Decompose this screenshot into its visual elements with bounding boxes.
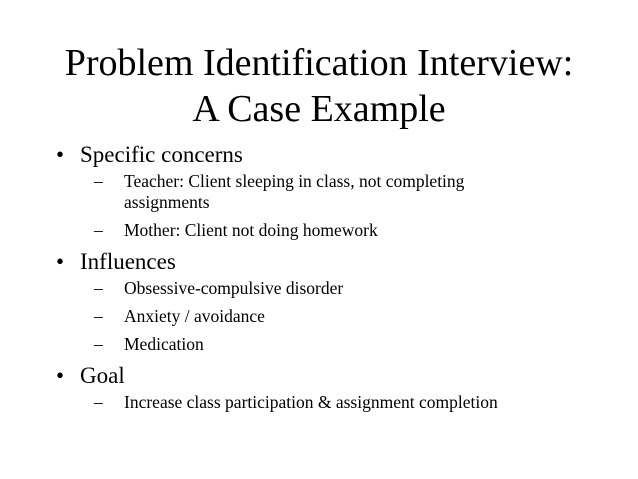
sub-item bbox=[80, 278, 616, 299]
dash-icon: – bbox=[94, 171, 103, 191]
sub-item-text: Anxiety / avoidance bbox=[124, 306, 265, 326]
sub-list bbox=[80, 392, 616, 413]
section-influences bbox=[56, 248, 616, 355]
bullet-list bbox=[56, 141, 616, 420]
section-heading: Goal bbox=[80, 363, 125, 388]
slide-title bbox=[0, 40, 638, 132]
dash-icon: – bbox=[94, 278, 103, 298]
dash-icon: – bbox=[94, 306, 103, 326]
sub-item-text: Obsessive-compulsive disorder bbox=[124, 278, 344, 298]
section-specific-concerns bbox=[56, 141, 616, 241]
sub-item-text: Teacher: Client sleeping in class, not completing assignments bbox=[124, 171, 465, 212]
dash-icon: – bbox=[94, 220, 103, 240]
sub-list bbox=[80, 278, 616, 355]
sub-item bbox=[80, 306, 616, 327]
bullet-icon: • bbox=[56, 249, 65, 274]
bullet-icon: • bbox=[56, 142, 65, 167]
slide-title-line-2: A Case Example bbox=[192, 88, 446, 130]
slide-title-line-1: Problem Identification Interview: bbox=[64, 42, 574, 84]
sub-item bbox=[80, 334, 616, 355]
section-goal bbox=[56, 362, 616, 413]
dash-icon: – bbox=[94, 392, 103, 412]
bullet-icon: • bbox=[56, 363, 65, 388]
dash-icon: – bbox=[94, 334, 103, 354]
section-heading: Influences bbox=[80, 249, 176, 274]
sub-item bbox=[80, 392, 616, 413]
sub-item bbox=[80, 171, 616, 213]
sub-list bbox=[80, 171, 616, 241]
sub-item-text: Mother: Client not doing homework bbox=[124, 220, 378, 240]
sub-item-text: Medication bbox=[124, 334, 204, 354]
sub-item-text: Increase class participation & assignment completion bbox=[124, 392, 498, 412]
section-heading: Specific concerns bbox=[80, 142, 243, 167]
sub-item bbox=[80, 220, 616, 241]
